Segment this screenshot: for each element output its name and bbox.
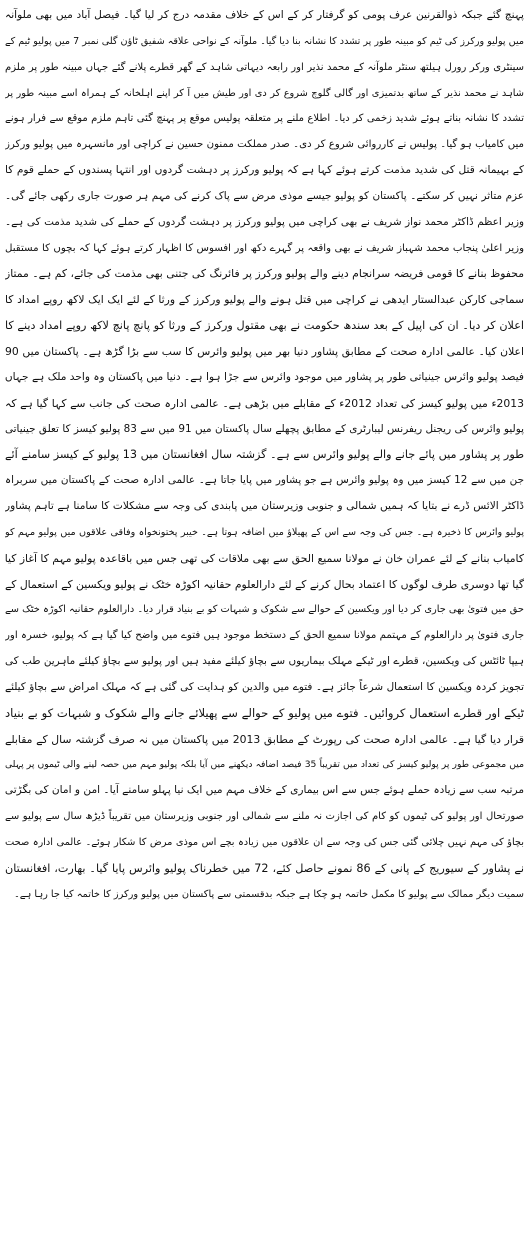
article-line: اعلان کیا۔ عالمی ادارہ صحت کے مطابق پشاور دنیا بھر میں پولیو وائرس کا سب سے بڑا گڑھ ہے۔ پاکستان میں 90 — [5, 344, 524, 358]
article-line: تجویز کردہ ویکسین کا استعمال شرعاً جائز ہے۔ فتوے میں والدین کو ہدایت کی گئی ہے کہ مہلک امراض سے بچاؤ کیلئے — [5, 680, 524, 693]
article-body — [5, 3, 524, 908]
article-line: سینٹری ورکر رورل ہیلتھ سنٹر ملوآنہ کے محمد نذیر اور رابعہ دیہاتی شاہد کے گھر قطرے پلانے گئے جہاں مبینہ طور پر ملزم — [5, 61, 524, 73]
article-line: میں مجموعی طور پر پولیو کیسز کی تعداد میں تقریباً 35 فیصد اضافہ دیکھنے میں آیا بلکہ پولیو مہم میں حصہ لینے والی ٹیموں پر پہلی — [5, 759, 524, 771]
article-line: قرار دیا گیا ہے۔ عالمی ادارہ صحت کی رپورٹ کے مطابق 2013 میں پاکستان میں نہ صرف گزشتہ سال کے مقابلے — [5, 732, 524, 746]
article-line: نے پشاور کے سیوریج کے پانی کے 86 نمونے حاصل کئے، 72 میں خطرناک پولیو وائرس پایا گیا۔ بھارت، افغانستان — [5, 861, 524, 875]
article-line: جاری فتویٰ پر دارالعلوم کے مہتمم مولانا سمیع الحق کے دستخط موجود ہیں فتوے میں واضح کیا گیا ہے کہ پولیو، خسرہ اور — [5, 630, 524, 642]
article-line: مرتبہ سب سے زیادہ حملے ہوئے جس سے اس بیماری کے خلاف مہم میں ایک نیا پہلو سامنے آیا۔ امن و امان کی بگڑتی — [5, 784, 524, 797]
article-line: 2013ء میں پولیو کیسز کی تعداد 2012ء کے مقابلے میں بڑھی ہے۔ عالمی ادارہ صحت کی جانب سے کہا گیا ہے کہ — [5, 396, 524, 410]
article-line: تشدد کا نشانہ بناتے ہوئے شدید زخمی کر دیا۔ اطلاع ملنے پر متعلقہ پولیس موقع پر پہنچ گئی تاہم ملزم موقع سے فرار ہونے — [5, 113, 524, 125]
article-line: کامیاب بنانے کے لئے عمران خان نے مولانا سمیع الحق سے بھی ملاقات کی تھی جس میں باقاعدہ پولیو مہم کا آغاز کیا — [5, 551, 524, 565]
article-line: شاہد نے محمد نذیر کے ساتھ بدتمیزی اور گالی گلوچ شروع کر دی اور طیش میں آ کر اپنے اہلخانہ کے ہمراہ اسے مبینہ طور پر — [5, 87, 524, 99]
article-line: وزیر اعظم ڈاکٹر محمد نواز شریف نے بھی کراچی میں پولیو ورکرز پر دہشت گردوں کے حملے کی شدید مذمت کی ہے۔ — [5, 215, 524, 228]
article-line: محفوظ بنانے کا قومی فریضہ سرانجام دینے والے پولیو ورکرز پر فائرنگ کی جتنی بھی مذمت کی جائے، کم ہے۔ ممتاز — [5, 267, 524, 281]
article-line: ڈاکٹر الائس ڈرے نے بتایا کہ ہمیں شمالی و جنوبی وزیرستان میں پابندی کی وجہ سے مشکلات کا سامنا ہے تاہم پشاور — [5, 500, 524, 513]
article-line: گیا تھا دوسری طرف لوگوں کا اعتماد بحال کرنے کے لئے دارالعلوم حقانیہ اکوڑہ خٹک نے پولیو ویکسین کے استعمال کے — [5, 577, 524, 591]
article-line: پہنچ گئے جبکہ ذوالقرنین عرف پومی کو گرفتار کر کے اس کے خلاف مقدمہ درج کر لیا گیا۔ فیصل آباد میں بھی ملوآنہ — [5, 9, 524, 21]
article-line: اعلان کر دیا۔ ان کی اپیل کے بعد سندھ حکومت نے بھی مقتول ورکرز کے ورثا کو پانچ پانچ لاکھ روپے امداد دینے کا — [5, 319, 524, 333]
article-line: میں کامیاب ہو گیا۔ پولیس نے کارروائی شروع کر دی۔ صدر مملکت ممنون حسین نے کراچی اور مانسہرہ میں پولیو ورکرز — [5, 139, 524, 151]
article-line: کے بہیمانہ قتل کی شدید مذمت کرتے ہوئے کہا ہے کہ پولیو ورکرز پر دہشت گردوں اور انتہا پسندوں کے حملے قوم کا — [5, 164, 524, 177]
article-line: ہیپا ٹائٹس کی ویکسین، قطرے اور ٹیکے مہلک بیماریوں سے بچاؤ کیلئے مفید ہیں اور پولیو سے بچاؤ کیلئے ماہرین طب کی — [5, 655, 524, 668]
article-line: وزیر اعلیٰ پنجاب محمد شہباز شریف نے بھی واقعہ پر گہرے دکھ اور افسوس کا اظہار کرتے ہوئے کہا کہ بچوں کا مستقبل — [5, 242, 524, 254]
article-line: پولیو وائرس کا ذخیرہ ہے۔ جس کی وجہ سے اس کے پھیلاؤ میں اضافہ ہوتا ہے۔ خیبر پختونخواہ وفاقی علاقوں میں پولیو مہم کو — [5, 526, 524, 538]
article-line: سماجی کارکن عبدالستار ایدھی نے کراچی میں قتل ہونے والے پولیو ورکرز کے ورثا کے لئے ایک ایک لاکھ روپے امداد کا — [5, 293, 524, 307]
article-line: حق میں فتویٰ بھی جاری کر دیا اور ویکسین کے حوالے سے شکوک و شبہات کو بے بنیاد قرار دیا۔ دارالعلوم حقانیہ اکوڑہ خٹک سے — [5, 604, 524, 616]
article-line: ٹیکے اور قطرے استعمال کروائیں۔ فتوے میں پولیو کے حوالے سے پھیلائے جانے والے شکوک و شبہات کو بے بنیاد — [5, 705, 524, 720]
article-line: میں پولیو ورکرز کی ٹیم کو مبینہ طور پر تشدد کا نشانہ بنا دیا گیا۔ ملوآنہ کے نواحی علاقہ شفیق ٹاؤن گلی نمبر 7 میں پولیو ٹیم کے — [5, 35, 524, 47]
article-line: بچاؤ کی مہم نہیں چلائی گئی جس کی وجہ سے ان علاقوں میں زیادہ بچے اس موذی مرض کا شکار ہوئے۔ عالمی ادارہ صحت — [5, 837, 524, 848]
article-line: سمیت دیگر ممالک سے پولیو کا مکمل خاتمہ ہو چکا ہے جبکہ بدقسمتی سے پاکستان میں پولیو ورکرز کا خاتمہ کیا جا رہا ہے۔ — [14, 888, 524, 900]
article-line: طور پر پشاور میں پائے جانے والے پولیو وائرس سے ہے۔ گزشتہ سال افغانستان میں 13 پولیو کے کیسز سامنے آئے — [5, 448, 524, 462]
article-line: صورتحال اور پولیو کی ٹیموں کو کام کی اجازت نہ ملنے سے شمالی اور جنوبی وزیرستان میں تقریباً ڈیڑھ سال سے پولیو سے — [5, 811, 524, 823]
article-line: فیصد پولیو وائرس جینیاتی طور پر پشاور میں موجود وائرس سے جڑا ہوا ہے۔ دنیا میں پاکستان وہ واحد ملک ہے جہاں — [5, 370, 524, 383]
article-line: پولیو وائرس کی ریجنل ریفرنس لیبارٹری کے مطابق پچھلے سال پاکستان میں 91 میں سے 83 پولیو کیسز کا تعلق جینیاتی — [5, 422, 524, 435]
article-line: جن میں سے 12 کیسز میں وہ پولیو وائرس ہے جو پشاور میں پایا جاتا ہے۔ عالمی ادارہ صحت کے پاکستان میں سربراہ — [5, 474, 524, 487]
article-line: عزم متاثر نہیں کر سکتے۔ پاکستان کو پولیو جیسے موذی مرض سے پاک کرنے کی مہم ہر صورت جاری رکھی جائے گی۔ — [5, 189, 524, 202]
